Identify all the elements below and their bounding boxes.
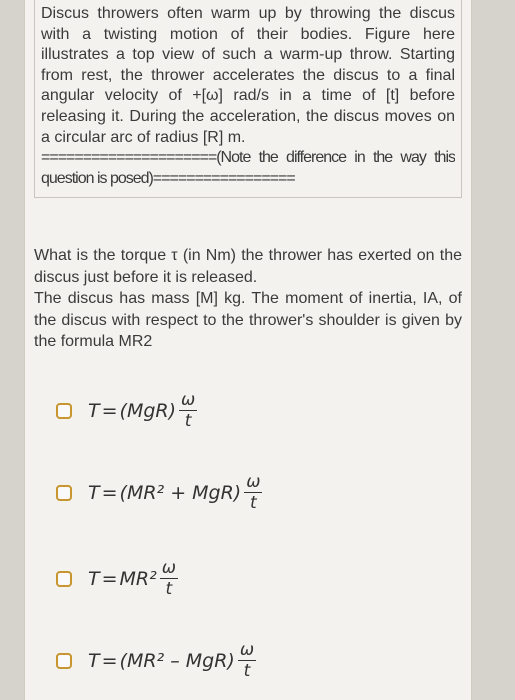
radio-option-2[interactable] [56,485,72,501]
answer-option-3[interactable] [56,558,178,599]
question-text [34,245,462,353]
formula-option-2: T = (MR² + MgR) $\frac{\omega}{t}$ [88,472,261,513]
formula-option-4: T = (MR² – MgR) $\frac{\omega}{t}$ [88,640,255,681]
answer-option-2[interactable] [56,472,262,513]
answer-option-4[interactable] [56,640,256,681]
fraction: $\frac{\omega}{t}$ [181,390,196,431]
formula-option-3: T = MR² $\frac{\omega}{t}$ [88,558,176,599]
fraction: $\frac{\omega}{t}$ [161,558,176,599]
problem-statement [34,0,462,198]
problem-intro: Discus throwers often warm up by throwing the discus with a twisting motion of their bodies. Figure here illustrates a top view of such a warm-up throw. Starting from rest, the thrower accelerates the discus to a final angular velocity of +[ω] rad/s in a time of [t] before releasing it. During the acceleration, the discus moves on a circular arc of radius [R] m. [41,5,455,146]
radio-option-4[interactable] [56,653,72,669]
question-line-1: What is the torque τ (in Nm) the thrower has exerted on the discus just before it is released. [34,247,462,286]
problem-note: =====================(Note the difference in the way this question is posed)================= [41,149,455,187]
question-line-2: The discus has mass [M] kg. The moment of inertia, IA, of the discus with respect to the thrower's shoulder is given by the formula MR2 [34,290,462,350]
fraction: $\frac{\omega}{t}$ [246,472,261,513]
formula-option-1: T = (MgR) $\frac{\omega}{t}$ [88,390,196,431]
answer-option-1[interactable] [56,390,197,431]
radio-option-1[interactable] [56,403,72,419]
fraction: $\frac{\omega}{t}$ [239,640,255,681]
radio-option-3[interactable] [56,571,72,587]
